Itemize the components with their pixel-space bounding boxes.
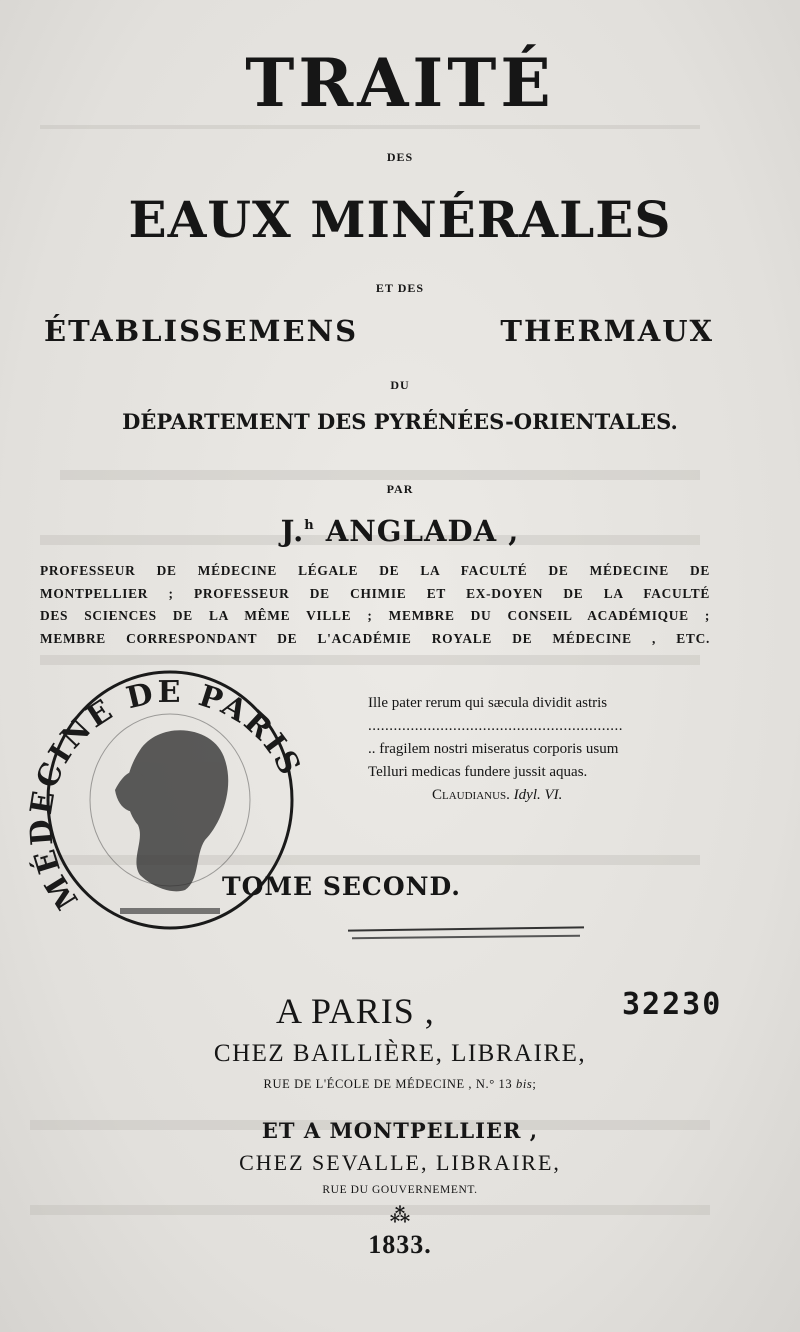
- author-suffix: ,: [508, 514, 520, 548]
- author-initial: J.: [280, 514, 305, 548]
- qualification-line: PROFESSEUR DE MÉDECINE LÉGALE DE LA FACULTÉ DE MÉDECINE DE: [40, 563, 710, 578]
- epigraph-author: Claudianus.: [432, 787, 510, 803]
- epigraph-work: Idyl. VI.: [513, 787, 563, 803]
- ornament-icon: ⁂: [389, 1203, 411, 1227]
- author-qualifications: [40, 560, 710, 650]
- volume-label: TOME SECOND.: [222, 872, 461, 901]
- epigraph-line: Ille pater rerum qui sæcula dividit astris: [368, 695, 608, 711]
- stamp-text: MÉDECINE DE PARIS: [23, 674, 309, 916]
- epigraph-citation: [368, 784, 668, 807]
- rule-line: [348, 926, 584, 931]
- imprint-city-2: ET A MONTPELLIER ,: [261, 1118, 539, 1143]
- library-number: 32230: [622, 987, 723, 1022]
- address-1-end: ;: [532, 1077, 537, 1091]
- title: TRAITÉ: [245, 44, 555, 122]
- publication-year: 1833.: [368, 1230, 432, 1259]
- subject-heading: EAUX MINÉRALES: [128, 190, 672, 249]
- address-1: [0, 1077, 800, 1092]
- by-label: PAR: [386, 482, 414, 496]
- rule-line: [352, 935, 580, 939]
- qualification-line: DES SCIENCES DE LA MÊME VILLE ; MEMBRE DU CONSEIL ACADÉMIQUE ;: [40, 608, 710, 623]
- author-name: [0, 514, 800, 548]
- library-stamp: [20, 640, 320, 960]
- connector-des: DES: [386, 150, 414, 164]
- publisher-1: CHEZ BAILLIÈRE, LIBRAIRE,: [213, 1040, 587, 1067]
- epigraph-ellipsis: ............................................................: [368, 718, 623, 734]
- qualification-line: MEMBRE CORRESPONDANT DE L'ACADÉMIE ROYALE DE MÉDECINE , ETC.: [40, 630, 710, 646]
- author-initial-sup: h: [304, 518, 315, 533]
- subject-heading-2: ÉTABLISSEMENS THERMAUX: [44, 314, 714, 348]
- epigraph-line: .. fragilem nostri miseratus corporis usum: [368, 741, 619, 757]
- connector-du: DU: [390, 378, 410, 392]
- qualification-line: MONTPELLIER ; PROFESSEUR DE CHIMIE ET EX-DOYEN DE LA FACULTÉ: [40, 585, 710, 601]
- region-heading: DÉPARTEMENT DES PYRÉNÉES-ORIENTALES.: [122, 409, 678, 434]
- publisher-2: CHEZ SEVALLE, LIBRAIRE,: [239, 1150, 561, 1175]
- author-surname: ANGLADA: [325, 514, 498, 548]
- epigraph: [368, 692, 668, 807]
- imprint-city: A PARIS ,: [276, 991, 435, 1031]
- connector-et-des: ET DES: [375, 281, 425, 295]
- address-1-main: RUE DE L'ÉCOLE DE MÉDECINE , N.° 13: [263, 1077, 516, 1091]
- stamp-portrait-icon: [115, 730, 228, 891]
- address-2: RUE DU GOUVERNEMENT.: [322, 1184, 478, 1196]
- epigraph-line: Telluri medicas fundere jussit aquas.: [368, 764, 588, 780]
- address-1-italic: bis: [515, 1077, 533, 1091]
